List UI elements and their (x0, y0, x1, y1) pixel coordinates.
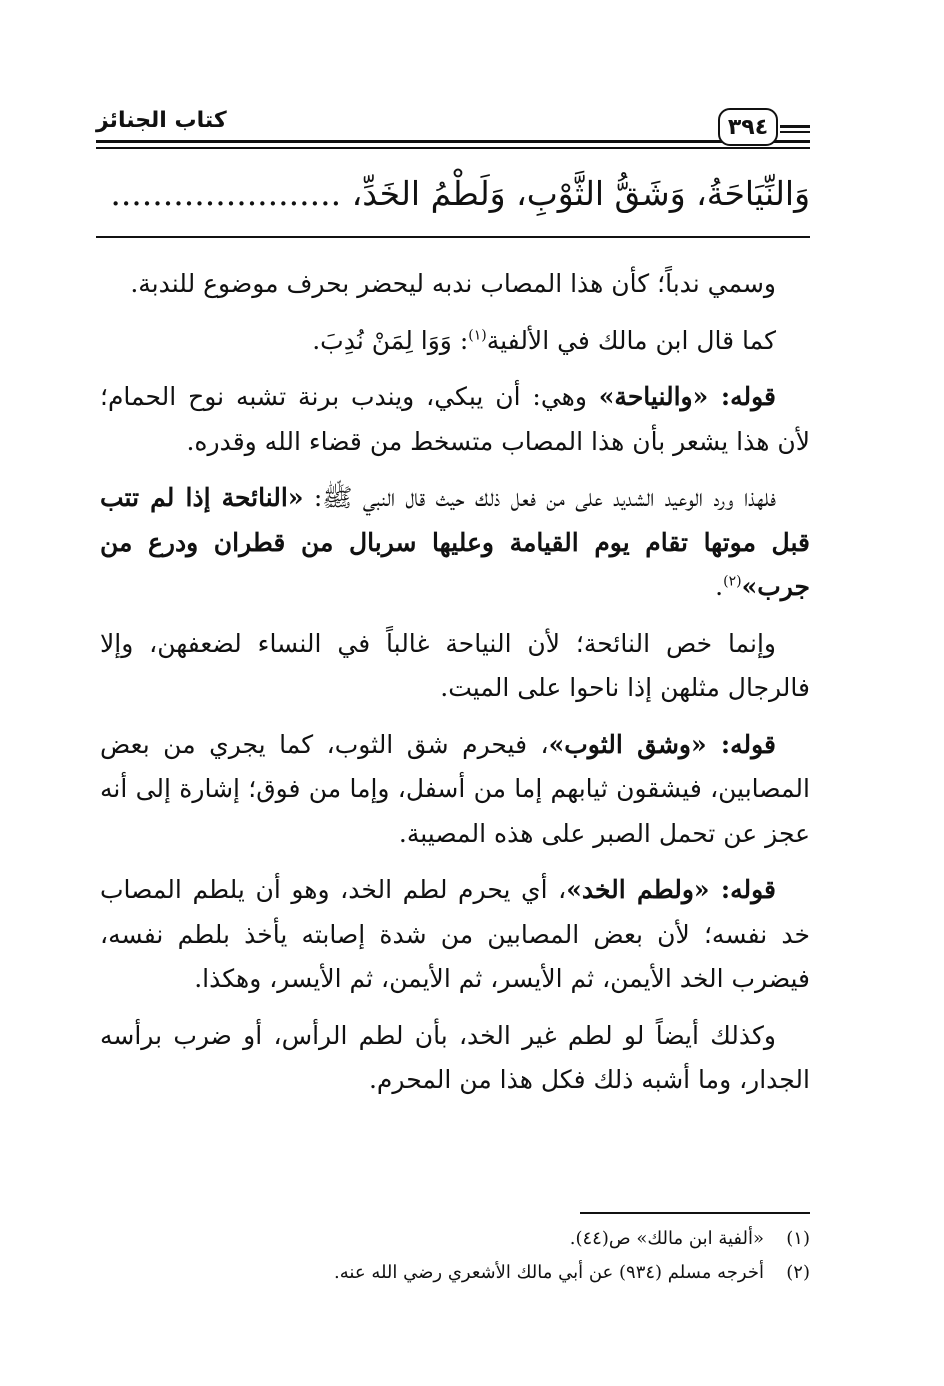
header-rule-thin (96, 147, 810, 149)
paragraph (100, 375, 810, 464)
paragraph-text: . (715, 572, 724, 601)
header-rule-thick (96, 140, 810, 143)
paragraph-text: ، أي يحرم لطم الخد، وهو أن يلطم المصاب خد نفسه؛ لأن بعض المصابين من شدة إصابته يأخذ بلطم نفسه، فيضرب الخد الأيمن، ثم الأيسر، ثم الأيمن، ثم الأيسر، وهكذا. (100, 875, 810, 993)
running-title: كتاب الجنائز (96, 108, 227, 133)
footnote (100, 1256, 810, 1290)
paragraph-text: فلهذا ورد الوعيد الشديد على من فعل ذلك حيث قال النبي ﷺ: (303, 483, 776, 512)
quoted-keyword: قوله: «والنياحة» (598, 382, 776, 411)
page-number: ٣٩٤ (718, 108, 778, 146)
hadith-quote: «النائحة إذا لم تتب قبل موتها تقام يوم القيامة وعليها سربال من قطران ودرع من جرب» (100, 483, 810, 601)
footnote-marker[interactable]: (١) (468, 327, 487, 344)
header-rule-right-upper (780, 125, 810, 128)
paragraph (100, 723, 810, 857)
paragraph (100, 868, 810, 1002)
header-rule-right-lower (780, 131, 810, 133)
paragraph-text: كما قال ابن مالك في الألفية (486, 325, 776, 355)
footnote-number: (١) (786, 1228, 810, 1249)
commentary-body (100, 262, 810, 1115)
matn-divider (96, 236, 810, 238)
paragraph: وكذلك أيضاً لو لطم غير الخد، بأن لطم الرأس، أو ضرب برأسه الجدار، وما أشبه ذلك فكل هذا من المحرم. (100, 1020, 810, 1094)
footnote-text: أخرجه مسلم (٩٣٤) عن أبي مالك الأشعري رضي الله عنه. (334, 1262, 764, 1283)
page-header (96, 106, 810, 156)
footnote-text: «ألفية ابن مالك» ص(٤٤). (569, 1228, 764, 1249)
paragraph (100, 319, 810, 364)
footnote-marker[interactable]: (٢) (723, 573, 742, 590)
paragraph: وسمي ندباً؛ كأن هذا المصاب ندبه ليحضر بحرف موضوع للندبة. (130, 269, 776, 298)
quoted-keyword: قوله: «ولطم الخد» (566, 875, 776, 904)
footnotes (100, 1222, 810, 1290)
matn-text: وَالنِّيَاحَةُ، وَشَقُّ الثَّوْبِ، وَلَطْمُ الخَدِّ، ...................... (110, 174, 810, 213)
footnote-number: (٢) (786, 1262, 810, 1283)
paragraph-text: ، فيحرم شق الثوب، كما يجري من بعض المصابين، فيشقون ثيابهم إما من أسفل، وإما من فوق؛ إشارة إلى أنه عجز عن تحمل الصبر على هذه المصيبة. (100, 729, 810, 848)
paragraph-text: وهي: أن يبكي، ويندب برنة تشبه نوح الحمام؛ لأن هذا يشعر بأن هذا المصاب متسخط من قضاء الله وقدره. (100, 382, 810, 456)
quoted-keyword: قوله: «وشق الثوب» (548, 729, 776, 759)
paragraph-text: : وَوَا لِمَنْ نُدِبَ. (312, 325, 469, 355)
paragraph: وإنما خص النائحة؛ لأن النياحة غالباً في النساء لضعفهن، وإلا فالرجال مثلهن إذا ناحوا على الميت. (100, 628, 810, 702)
footnote (100, 1222, 810, 1256)
paragraph (100, 476, 810, 610)
footnote-divider (580, 1212, 810, 1214)
